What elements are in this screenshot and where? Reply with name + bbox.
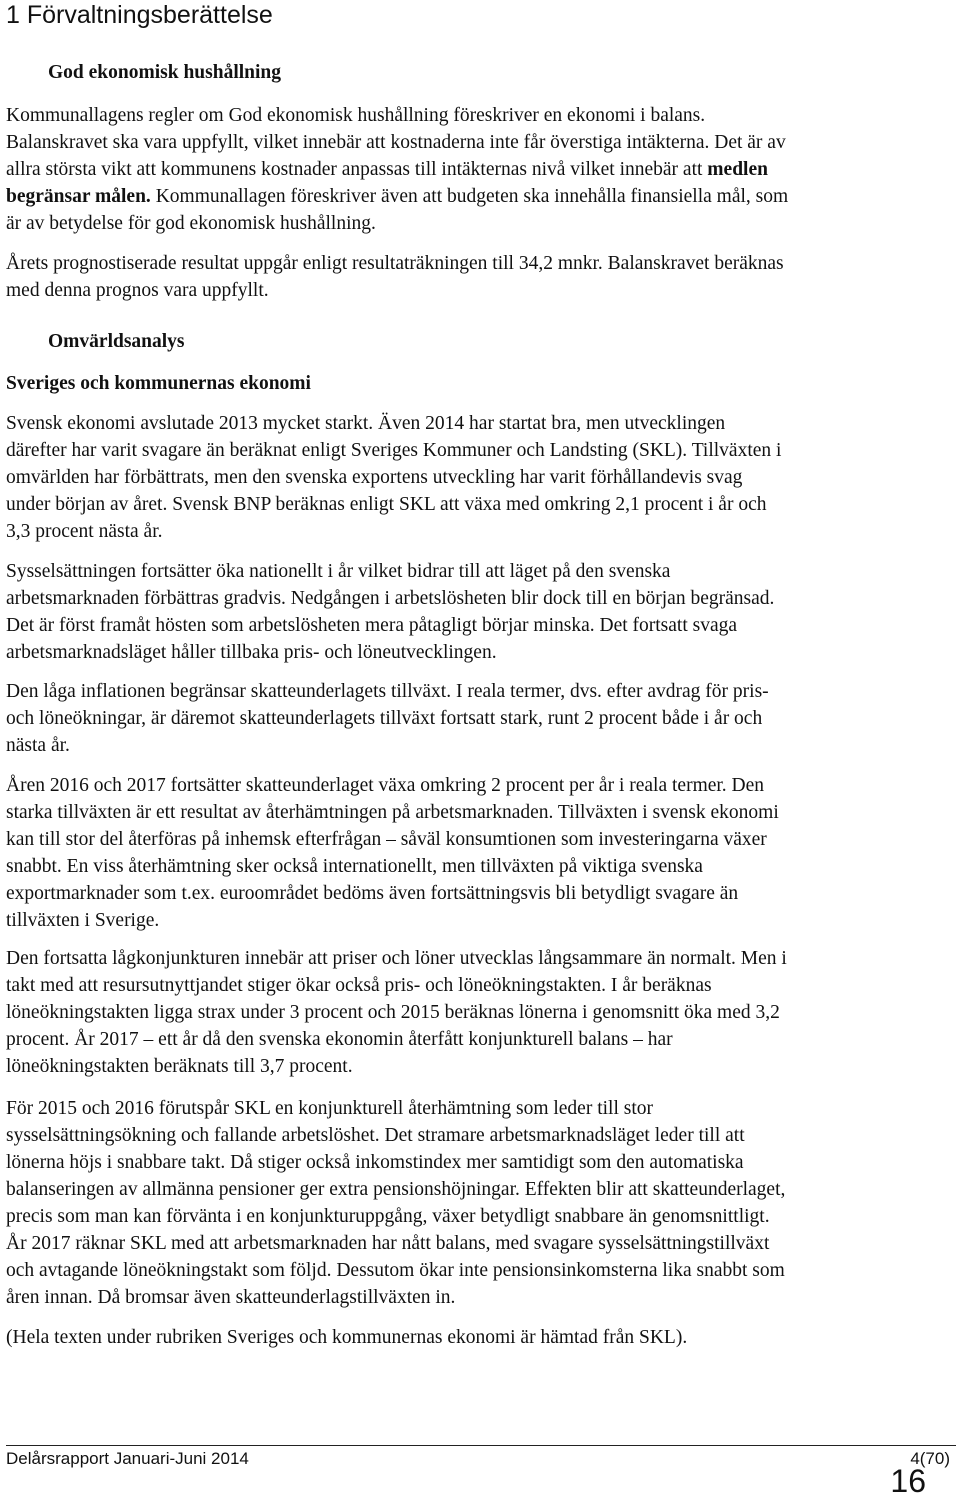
paragraph-balanskrav	[6, 102, 956, 237]
paragraph-skatteunderlag-2016-2017	[6, 772, 956, 934]
text-line: med denna prognos vara uppfyllt.	[6, 280, 269, 301]
text-line: därefter har varit svagare än beräknat enligt Sveriges Kommuner och Landsting (SKL). Tillväxten i	[6, 440, 782, 461]
paragraph-aterhamtning	[6, 1095, 956, 1311]
text-line: nästa år.	[6, 735, 70, 756]
text-line: kan till stor del återföras på inhemsk efterfrågan – såväl konsumtionen som investeringarna växer	[6, 829, 767, 850]
chapter-title: 1 Förvaltningsberättelse	[6, 1, 273, 29]
paragraph-inflation	[6, 678, 956, 759]
text-line: Den låga inflationen begränsar skatteunderlagets tillväxt. I reala termer, dvs. efter avdrag för pris-	[6, 681, 769, 702]
text-line: arbetsmarknadsläget håller tillbaka pris- och löneutvecklingen.	[6, 642, 497, 663]
text-line: löneökningstakten ligga strax under 3 procent och 2015 beräknas lönerna i genomsnitt öka med 3,2	[6, 1002, 780, 1023]
text-line: balanseringen av allmänna pensioner ger extra pensionshöjningar. Effekten blir att skatteunderlaget,	[6, 1179, 786, 1200]
text-line: åren innan. Då bromsar även skatteunderlagstillväxten in.	[6, 1287, 456, 1308]
paragraph-svensk-ekonomi	[6, 410, 956, 545]
text-line: precis som man kan förvänta i en konjunkturuppgång, växer betydligt snabbare än genomsnittligt.	[6, 1206, 770, 1227]
text-line: exportmarknader som t.ex. euroområdet bedöms även fortsättningsvis bli betydligt svagare än	[6, 883, 739, 904]
text-line	[6, 183, 956, 210]
text-line: snabbt. En viss återhämtning sker också internationellt, men tillväxten på viktiga svenska	[6, 856, 703, 877]
page-stamp-number: 16	[890, 1463, 926, 1499]
text-line: procent. År 2017 – ett år då den svenska ekonomin återfått konjunkturell balans – har	[6, 1029, 673, 1050]
text-line: Årets prognostiserade resultat uppgår enligt resultaträkningen till 34,2 mnkr. Balanskravet beräknas	[6, 253, 784, 274]
text-line: Balanskravet ska vara uppfyllt, vilket innebär att kostnaderna inte får överstiga intäkterna. Det är av	[6, 132, 786, 153]
text-segment: allra största vikt att kommunens kostnader anpassas till intäkternas nivå vilket innebär att	[6, 159, 708, 180]
paragraph-sysselsattning	[6, 558, 956, 666]
paragraph-lagkonjunktur	[6, 945, 956, 1080]
text-line: tillväxten i Sverige.	[6, 910, 160, 931]
paragraph-kalla	[6, 1324, 956, 1351]
text-line: takt med att resursutnyttjandet stiger ökar också pris- och löneökningstakten. I år beräknas	[6, 975, 712, 996]
text-line: Den fortsatta lågkonjunkturen innebär att priser och löner utvecklas långsammare än normalt. Men i	[6, 948, 787, 969]
text-segment: Kommunallagen föreskriver även att budgeten ska innehålla finansiella mål, som	[150, 186, 789, 207]
paragraph-prognos	[6, 250, 956, 304]
text-line: lönerna höjs i snabbare takt. Då stiger också inkomstindex mer samtidigt som den automatiska	[6, 1152, 744, 1173]
text-line: För 2015 och 2016 förutspår SKL en konjunkturell återhämtning som leder till stor	[6, 1098, 654, 1119]
text-line: 3,3 procent nästa år.	[6, 521, 163, 542]
text-line: omvärlden har förbättrats, men den svenska exportens utveckling har varit förhållandevis svag	[6, 467, 743, 488]
footer-report-title: Delårsrapport Januari-Juni 2014	[6, 1449, 249, 1468]
text-line: Åren 2016 och 2017 fortsätter skatteunderlaget växa omkring 2 procent per år i reala termer. Den	[6, 775, 765, 796]
text-line: (Hela texten under rubriken Sveriges och kommunernas ekonomi är hämtad från SKL).	[6, 1327, 688, 1348]
text-line: starka tillväxten är ett resultat av återhämtningen på arbetsmarknaden. Tillväxten i svensk ekonomi	[6, 802, 779, 823]
text-line: löneökningstakten beräknats till 3,7 procent.	[6, 1056, 353, 1077]
text-line: och avtagande löneökningstakt som följd. Dessutom ökar inte pensionsinkomsterna lika snabbt som	[6, 1260, 785, 1281]
section-heading-omvarldsanalys: Omvärldsanalys	[48, 331, 185, 352]
text-line: sysselsättningsökning och fallande arbetslöshet. Det stramare arbetsmarknadsläget leder till att	[6, 1125, 745, 1146]
bold-text: medlen	[707, 159, 768, 180]
bold-text: begränsar målen.	[6, 186, 151, 207]
text-line: är av betydelse för god ekonomisk hushållning.	[6, 213, 376, 234]
text-line	[6, 156, 956, 183]
footer-divider	[6, 1445, 956, 1446]
text-line: Kommunallagens regler om God ekonomisk hushållning föreskriver en ekonomi i balans.	[6, 105, 706, 126]
subheading-sveriges-ekonomi: Sveriges och kommunernas ekonomi	[6, 373, 311, 394]
text-line: Svensk ekonomi avslutade 2013 mycket starkt. Även 2014 har startat bra, men utvecklingen	[6, 413, 726, 434]
text-line: och löneökningar, är däremot skatteunderlagets tillväxt fortsatt stark, runt 2 procent både i år och	[6, 708, 763, 729]
text-line: År 2017 räknar SKL med att arbetsmarknaden har nått balans, med svagare sysselsättningstillväxt	[6, 1233, 770, 1254]
text-line: arbetsmarknaden förbättras gradvis. Nedgången i arbetslösheten blir dock till en början begränsad.	[6, 588, 775, 609]
footer-page-number: 4(70)	[910, 1449, 950, 1468]
text-line: Sysselsättningen fortsätter öka nationellt i år vilket bidrar till att läget på den svenska	[6, 561, 671, 582]
text-line: Det är först framåt hösten som arbetslösheten mera påtagligt börjar minska. Det fortsatt svaga	[6, 615, 738, 636]
text-line: under början av året. Svensk BNP beräknas enligt SKL att växa med omkring 2,1 procent i år och	[6, 494, 767, 515]
section-heading-god-ekonomisk-hushallning: God ekonomisk hushållning	[48, 62, 282, 83]
